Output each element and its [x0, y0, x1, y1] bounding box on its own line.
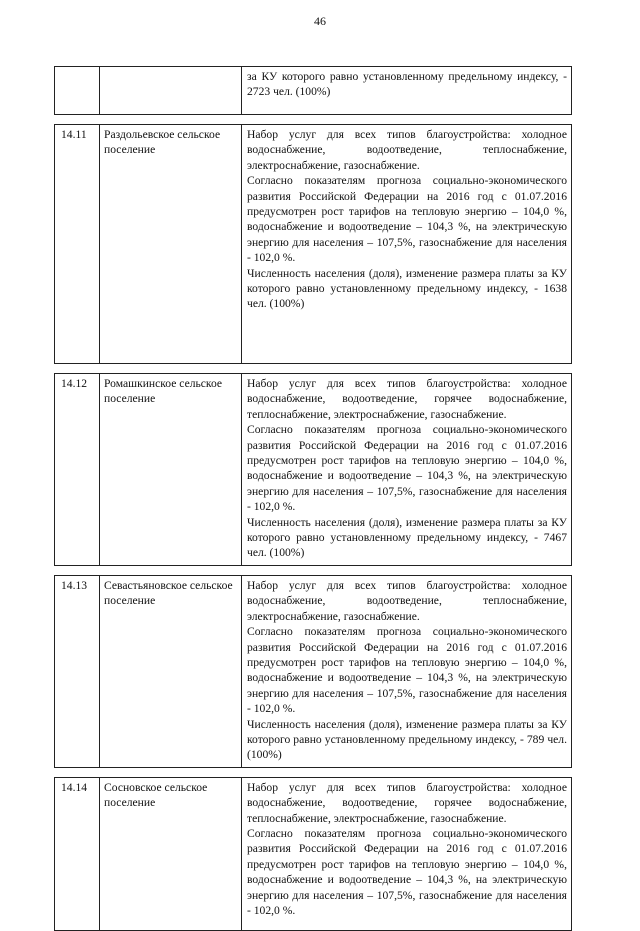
row-gap: [55, 767, 572, 777]
settlement-name: Сосновское сельское поселение: [100, 777, 242, 930]
table-row-14-14: [55, 777, 572, 930]
settlement-name: Раздольевское сельское поселение: [100, 125, 242, 364]
table-row-14-11: [55, 125, 572, 364]
row-number: 14.13: [55, 575, 100, 767]
table-row-14-13: [55, 575, 572, 767]
settlement-name: Ромашкинское сельское поселение: [100, 374, 242, 566]
row-gap: [55, 565, 572, 575]
description-cell: [242, 67, 572, 115]
description-cell: [242, 374, 572, 566]
population-text: за КУ которого равно установленному предельному индексу, - 2723 чел. (100%): [247, 70, 567, 99]
row-gap: [55, 364, 572, 374]
row-gap: [55, 115, 572, 125]
tariff-table: [54, 66, 572, 931]
row-number-cell: [55, 67, 100, 115]
description-cell: [242, 125, 572, 364]
row-number: 14.11: [55, 125, 100, 364]
page-number: 46: [314, 14, 326, 28]
population-text: Численность населения (доля), изменение размера платы за КУ которого равно установленному предельному индексу, - 1638 чел. (100%): [247, 266, 567, 311]
settlement-name-cell: [100, 67, 242, 115]
description-cell: [242, 777, 572, 930]
settlement-name: Севастьяновское сельское поселение: [100, 575, 242, 767]
services-text: Набор услуг для всех типов благоустройства: холодное водоснабжение, водоотведение, горячее водоснабжение, теплоснабжение, электроснабжение, газоснабжение.: [247, 377, 567, 421]
services-text: Набор услуг для всех типов благоустройства: холодное водоснабжение, водоотведение, теплоснабжение, электроснабжение, газоснабжение.: [247, 578, 567, 623]
table-row-continuation: [55, 67, 572, 115]
population-text: Численность населения (доля), изменение размера платы за КУ которого равно установленному предельному индексу, - 789 чел. (100%): [247, 717, 567, 762]
row-number: 14.12: [55, 374, 100, 566]
table-row-14-12: [55, 374, 572, 566]
services-text: Набор услуг для всех типов благоустройства: холодное водоснабжение, водоотведение, горячее водоснабжение, теплоснабжение, электроснабжение, газоснабжение.: [247, 780, 567, 825]
forecast-text: Согласно показателям прогноза социально-экономического развития Российской Федерации на 2016 год с 01.07.2016 предусмотрен рост тарифов на тепловую энергию – 104,0 %, водоснабжение и водоотведение – 104,3 %, на электрическую энергию для населения – 107,5%, газоснабжение для населения - 102,0 %.: [247, 625, 567, 716]
forecast-text: Согласно показателям прогноза социально-экономического развития Российской Федерации на 2016 год с 01.07.2016 предусмотрен рост тарифов на тепловую энергию – 104,0 %, водоснабжение и водоотведение – 104,3 %, на электрическую энергию для населения – 107,5%, газоснабжение для населения - 102,0 %.: [247, 423, 567, 514]
population-text: Численность населения (доля), изменение размера платы за КУ которого равно установленному предельному индексу, - 7467 чел. (100%): [247, 515, 567, 560]
row-number: 14.14: [55, 777, 100, 930]
forecast-text: Согласно показателям прогноза социально-экономического развития Российской Федерации на 2016 год с 01.07.2016 предусмотрен рост тарифов на тепловую энергию – 104,0 %, водоснабжение и водоотведение – 104,3 %, на электрическую энергию для населения – 107,5%, газоснабжение для населения - 102,0 %.: [247, 826, 567, 917]
forecast-text: Согласно показателям прогноза социально-экономического развития Российской Федерации на 2016 год с 01.07.2016 предусмотрен рост тарифов на тепловую энергию – 104,0 %, водоснабжение и водоотведение – 104,3 %, на электрическую энергию для населения – 107,5%, газоснабжение для населения - 102,0 %.: [247, 174, 567, 265]
description-cell: [242, 575, 572, 767]
services-text: Набор услуг для всех типов благоустройства: холодное водоснабжение, водоотведение, теплоснабжение, электроснабжение, газоснабжение.: [247, 128, 567, 172]
